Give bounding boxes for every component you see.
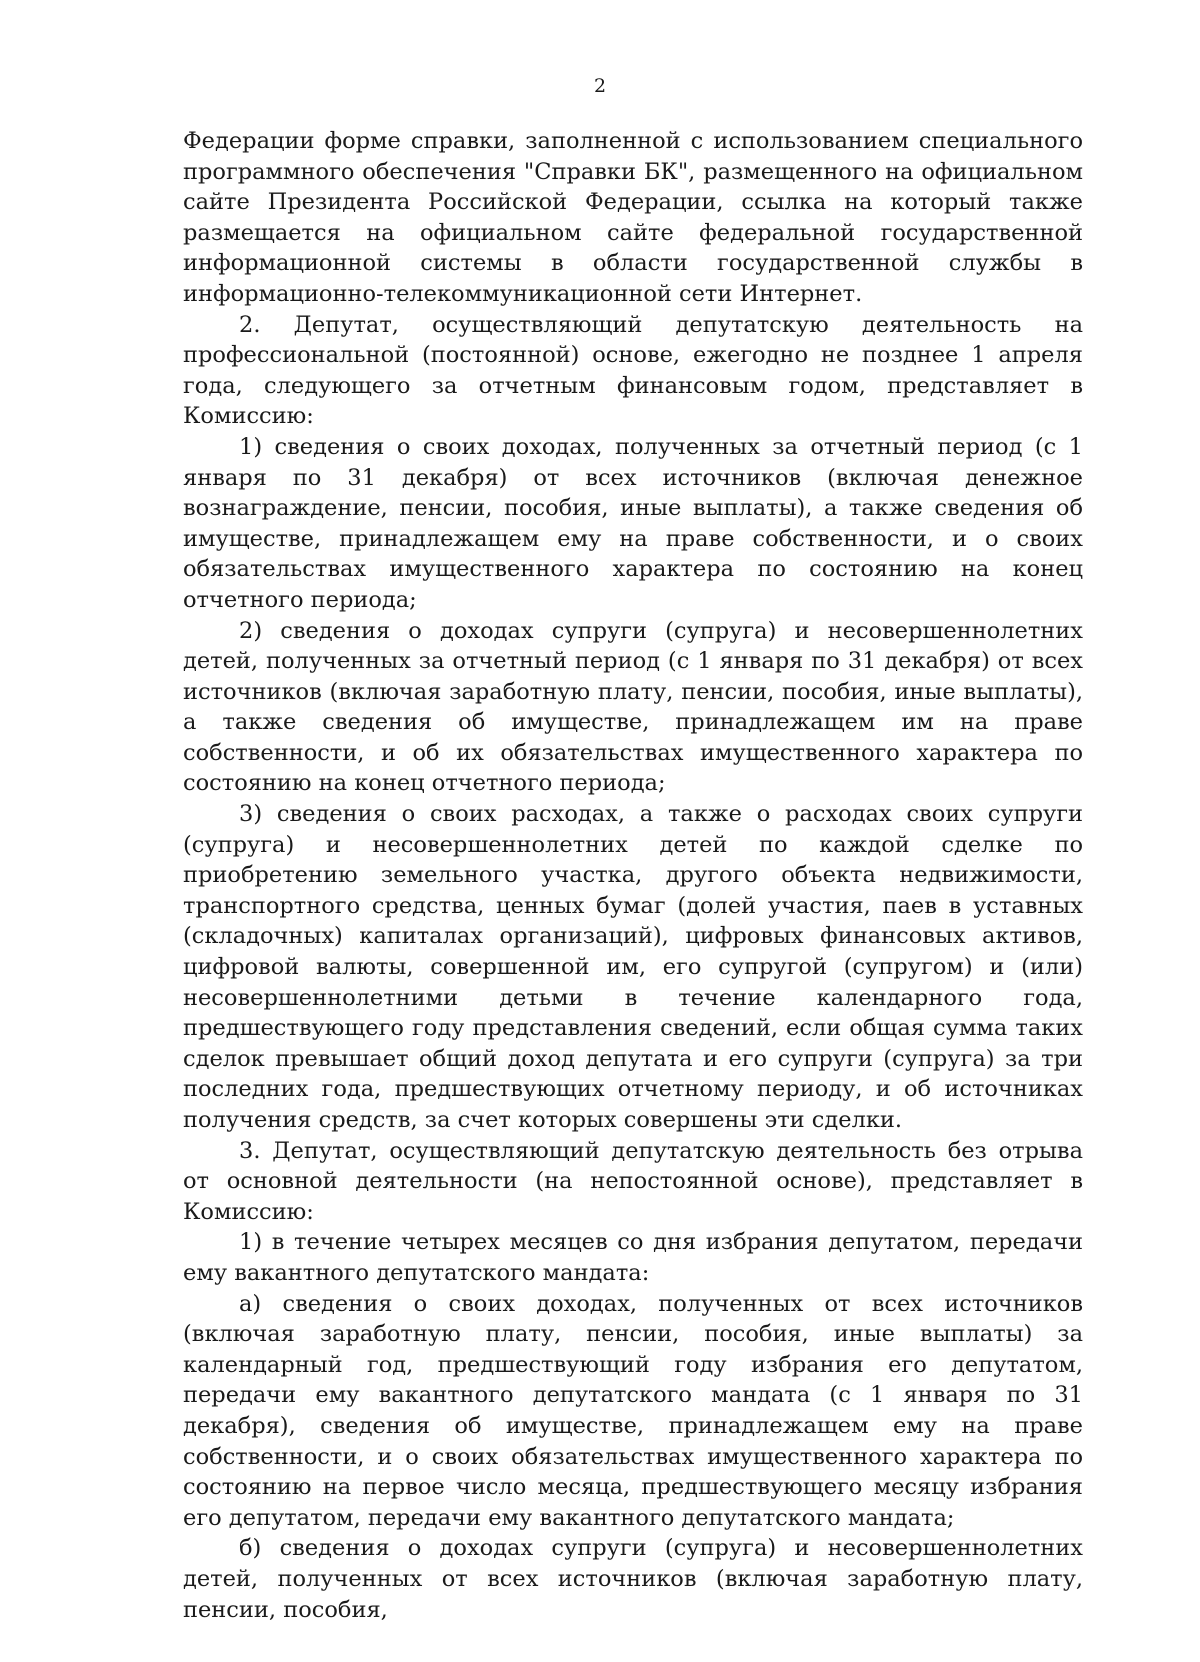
paragraph-item-2-3: 3) сведения о своих расходах, а также о расходах своих супруги (супруга) и несовершеннолетних детей по каждой сделке по приобретению земельного участка, другого объекта недвижимости, транспортного средства, ценных бумаг (долей участия, паев в уставных (складочных) капиталах организаций), цифровых финансовых активов, цифровой валюты, совершенной им, его супругой (супругом) и (или) несовершеннолетними детьми в течение календарного года, предшествующего году представления сведений, если общая сумма таких сделок превышает общий доход депутата и его супруги (супруга) за три последних года, предшествующих отчетному периоду, и об источниках получения средств, за счет которых совершены эти сделки. <box>183 801 1083 1133</box>
page-number: 2 <box>593 75 607 97</box>
paragraph-item-3: 3. Депутат, осуществляющий депутатскую деятельность без отрыва от основной деятельности (на непостоянной основе), представляет в Комиссию: <box>183 1137 1083 1225</box>
paragraph-continuation: Федерации форме справки, заполненной с использованием специального программного обеспечения "Справки БК", размещенного на официальном сайте Президента Российской Федерации, ссылка на который также размещается на официальном сайте федеральной государственной информационной системы в области государственной службы в информационно-телекоммуникационной сети Интернет. <box>183 128 1083 307</box>
document-body <box>183 126 1083 1625</box>
paragraph-item-3-1-a: а) сведения о своих доходах, полученных от всех источников (включая заработную плату, пенсии, пособия, иные выплаты) за календарный год, предшествующий году избрания его депутатом, передачи ему вакантного депутатского мандата (с 1 января по 31 декабря), сведения об имуществе, принадлежащем ему на праве собственности, и о своих обязательствах имущественного характера по состоянию на первое число месяца, предшествующего месяцу избрания его депутатом, передачи ему вакантного депутатского мандата; <box>183 1290 1083 1531</box>
paragraph-item-3-1: 1) в течение четырех месяцев со дня избрания депутатом, передачи ему вакантного депутатского мандата: <box>183 1229 1083 1286</box>
paragraph-item-2-1: 1) сведения о своих доходах, полученных за отчетный период (с 1 января по 31 декабря) от всех источников (включая денежное вознаграждение, пенсии, пособия, иные выплаты), а также сведения об имуществе, принадлежащем ему на праве собственности, и о своих обязательствах имущественного характера по состоянию на конец отчетного периода; <box>183 433 1083 613</box>
paragraph-item-2: 2. Депутат, осуществляющий депутатскую деятельность на профессиональной (постоянной) основе, ежегодно не позднее 1 апреля года, следующего за отчетным финансовым годом, представляет в Комиссию: <box>183 311 1083 430</box>
paragraph-item-3-1-b: б) сведения о доходах супруги (супруга) и несовершеннолетних детей, полученных от всех источников (включая заработную плату, пенсии, пособия, <box>183 1535 1083 1623</box>
paragraph-item-2-2: 2) сведения о доходах супруги (супруга) и несовершеннолетних детей, полученных за отчетный период (с 1 января по 31 декабря) от всех источников (включая заработную плату, пенсии, пособия, иные выплаты), а также сведения об имуществе, принадлежащем им на праве собственности, и об их обязательствах имущественного характера по состоянию на конец отчетного периода; <box>183 617 1083 797</box>
